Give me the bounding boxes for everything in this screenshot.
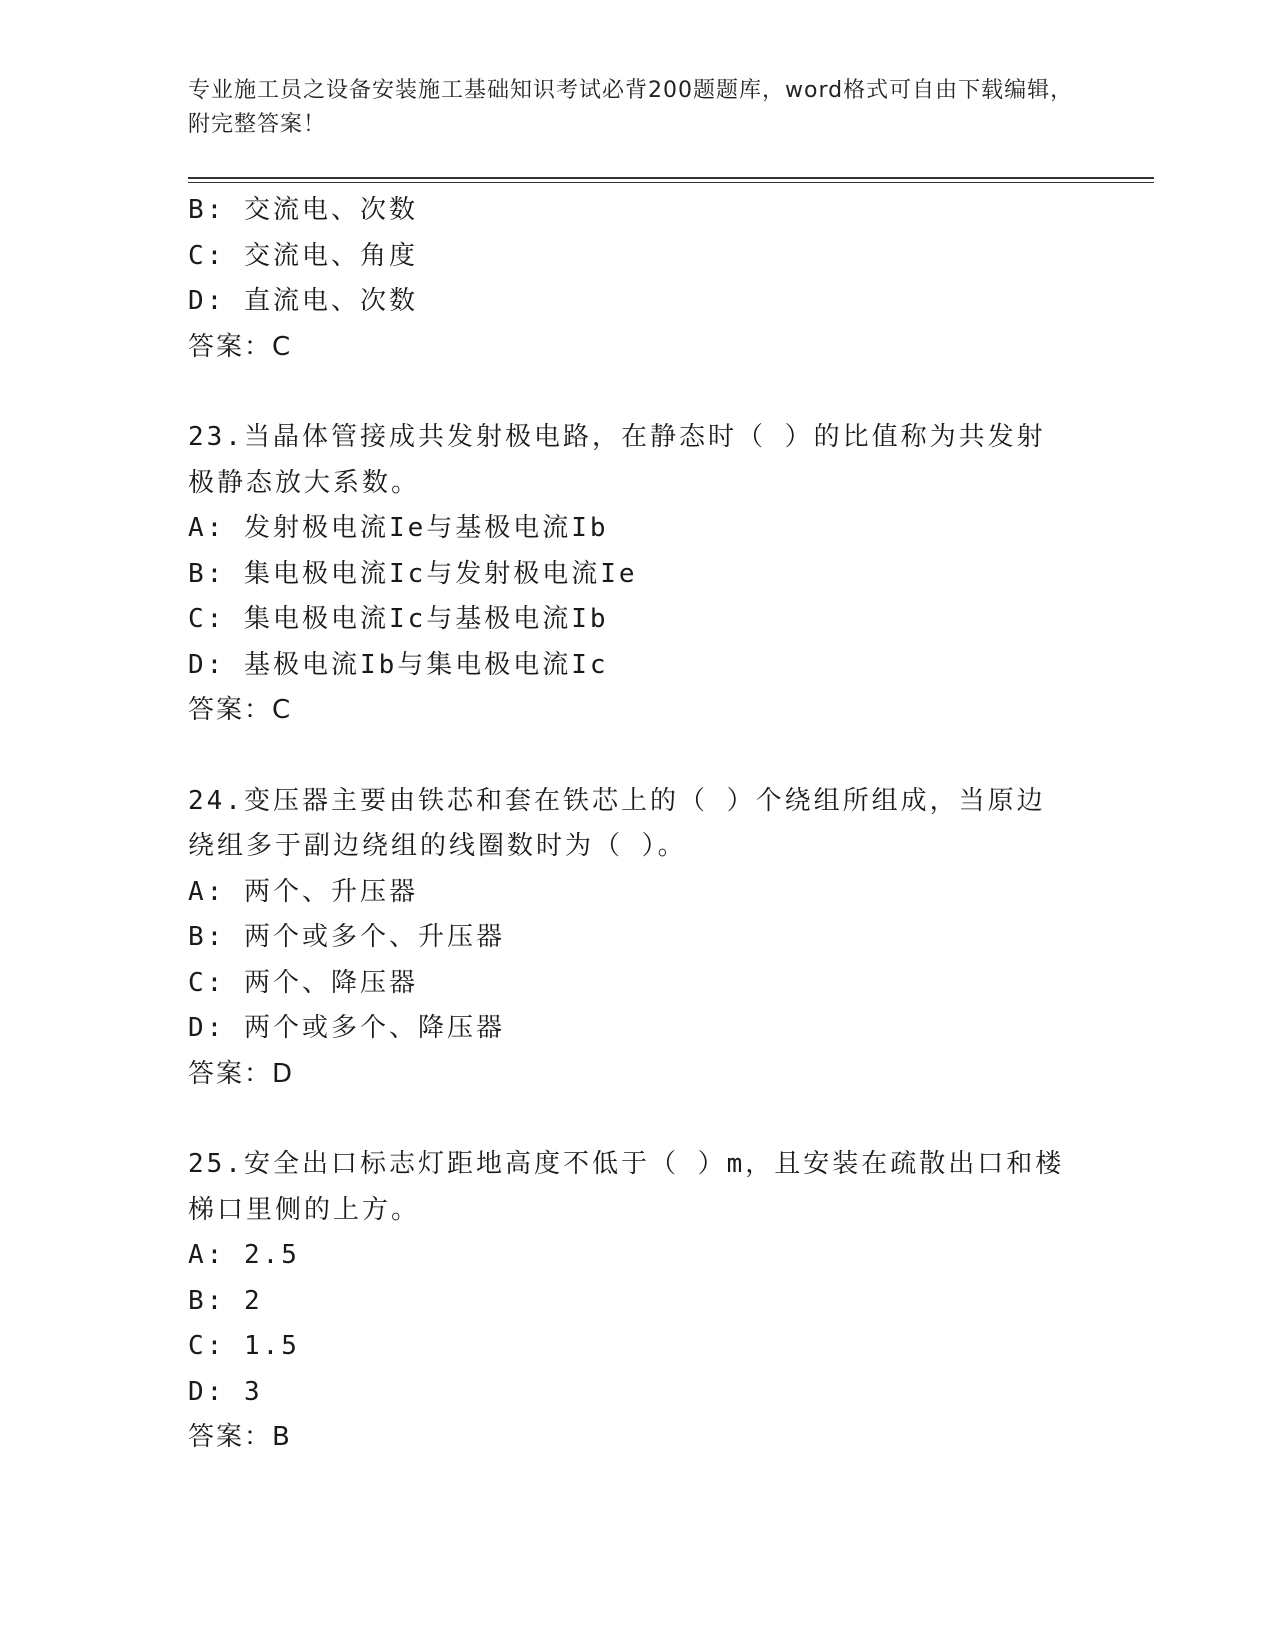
option-b: B: 两个或多个、升压器 bbox=[188, 922, 505, 952]
question-stem: 23.当晶体管接成共发射极电路，在静态时（ ）的比值称为共发射极静态放大系数。 bbox=[188, 422, 1046, 498]
question-23 bbox=[188, 415, 1088, 734]
option-c: C: 两个、降压器 bbox=[188, 967, 418, 998]
question-25 bbox=[188, 1142, 1088, 1461]
answer: 答案：D bbox=[188, 1058, 295, 1089]
option-d: D: 基极电流Ib与集电极电流Ic bbox=[188, 649, 609, 680]
answer: 答案：C bbox=[188, 695, 293, 725]
option-d: D: 两个或多个、降压器 bbox=[188, 1013, 505, 1043]
option-d: D: 3 bbox=[188, 1376, 263, 1407]
answer: 答案：C bbox=[188, 331, 293, 362]
answer: 答案：B bbox=[188, 1422, 292, 1452]
partial-question bbox=[188, 188, 1088, 370]
question-stem: 25.安全出口标志灯距地高度不低于（ ）m，且安装在疏散出口和楼梯口里侧的上方。 bbox=[188, 1149, 1065, 1225]
option-c: C: 交流电、角度 bbox=[188, 240, 418, 271]
header-rule-thick bbox=[188, 177, 1154, 179]
option-b: B: 集电极电流Ic与发射极电流Ie bbox=[188, 558, 638, 589]
option-b: B: 2 bbox=[188, 1285, 263, 1316]
option-a: A: 两个、升压器 bbox=[188, 876, 418, 907]
question-stem: 24.变压器主要由铁芯和套在铁芯上的（ ）个绕组所组成，当原边绕组多于副边绕组的线圈数时为（ ）。 bbox=[188, 785, 1046, 861]
option-c: C: 1.5 bbox=[188, 1331, 300, 1361]
document-header: 专业施工员之设备安装施工基础知识考试必背200题题库，word格式可自由下载编辑，附完整答案！ bbox=[188, 78, 1074, 137]
option-d: D: 直流电、次数 bbox=[188, 286, 418, 316]
option-b: B: 交流电、次数 bbox=[188, 195, 418, 225]
question-24 bbox=[188, 779, 1088, 1098]
question-list bbox=[188, 188, 1088, 1461]
option-a: A: 2.5 bbox=[188, 1240, 300, 1270]
header-rule-thin bbox=[188, 182, 1154, 183]
option-a: A: 发射极电流Ie与基极电流Ib bbox=[188, 513, 609, 543]
option-c: C: 集电极电流Ic与基极电流Ib bbox=[188, 604, 609, 634]
